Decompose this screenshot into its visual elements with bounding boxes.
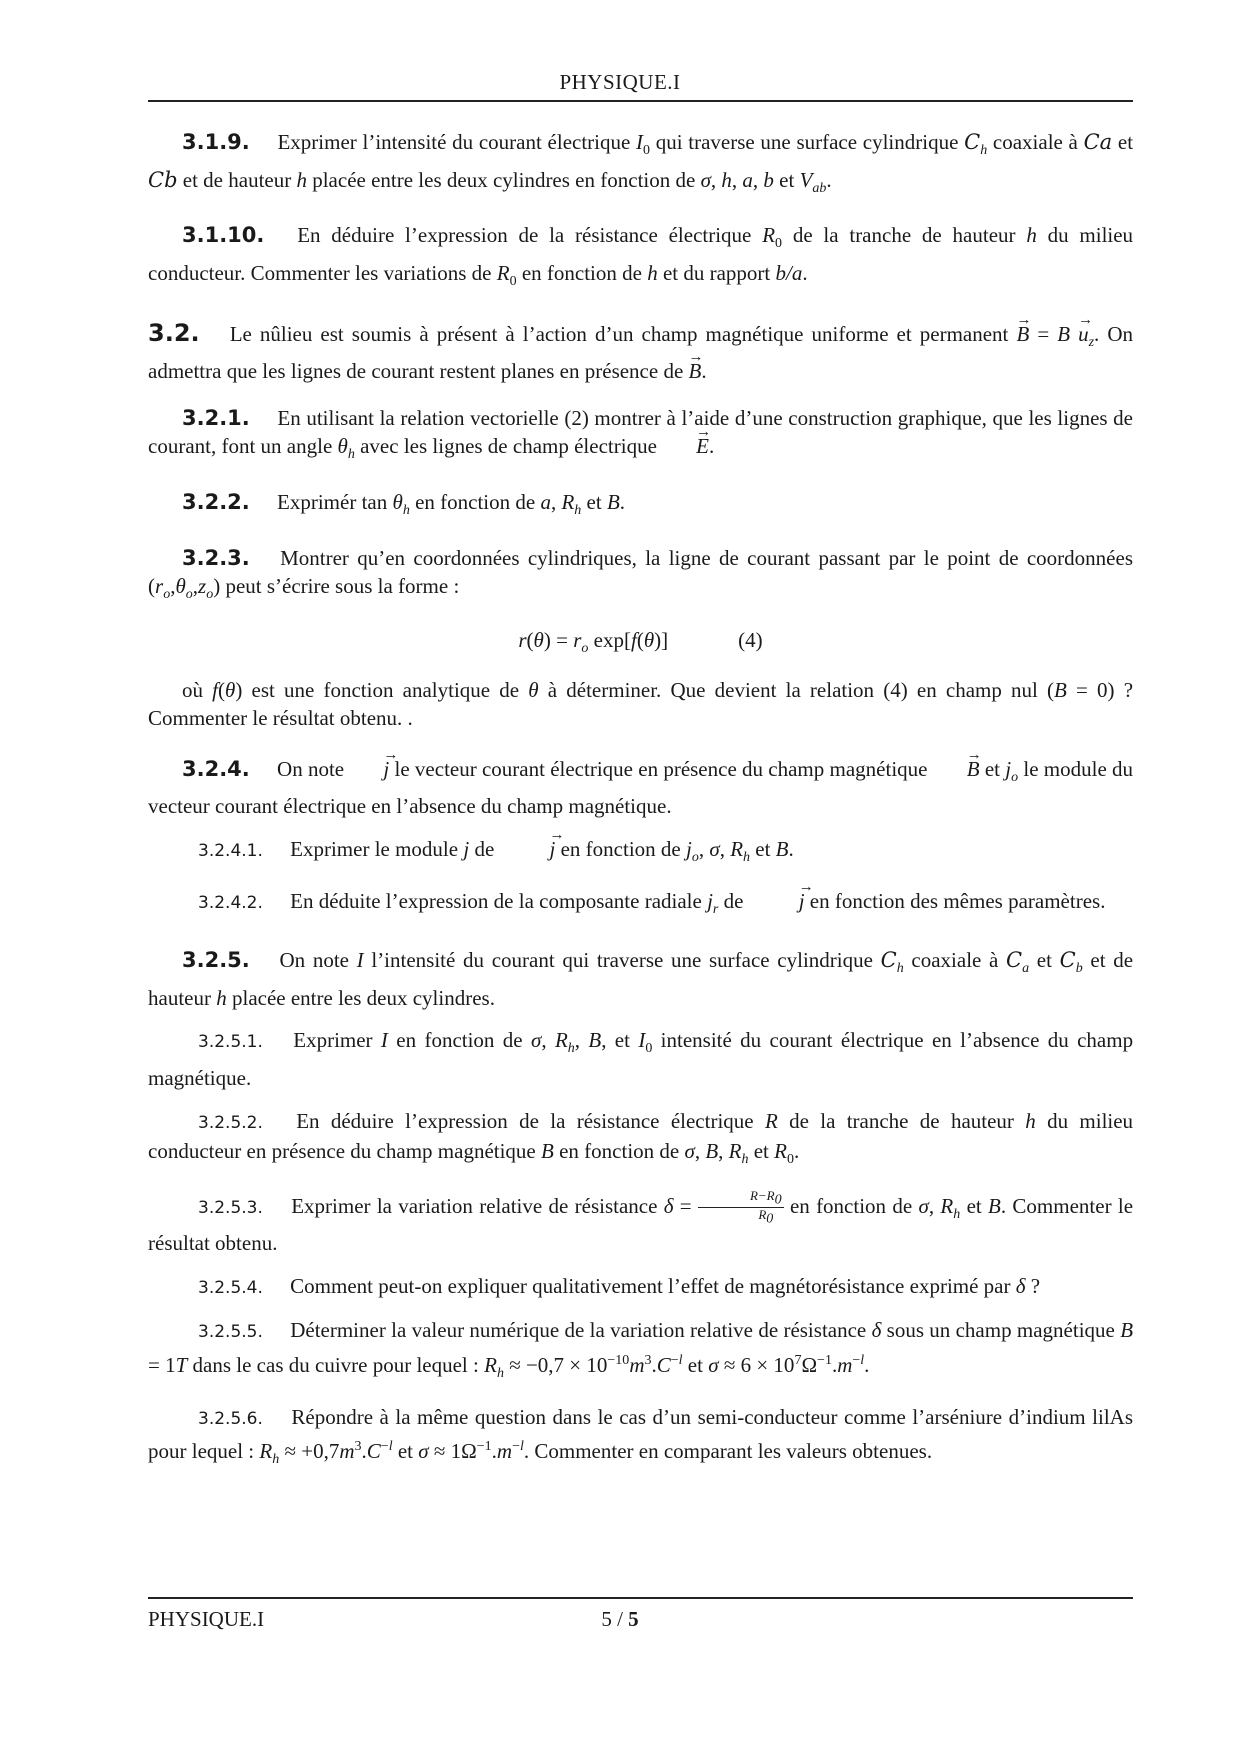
question-number: 3.1.9. [182, 130, 250, 154]
question-3-2-4-1: 3.2.4.1. Exprimer le module j de → j en fonction de $j_o$, σ, $R_h$ et B. [148, 835, 1133, 873]
question-number: 3.2.5.4. [198, 1277, 263, 1298]
question-number: 3.2.3. [182, 545, 250, 570]
question-3-1-9: 3.1.9. Exprimer l’intensité du courant électrique $I_0$ qui traverse une surface cylindrique $C_h$ coaxiale à Ca et Cb et de hauteur h placée entre les deux cylindres en fonction de σ, h, a, b et $V_{ab}$. [148, 130, 1134, 196]
question-number: 3.2.5.2. [198, 1112, 263, 1133]
question-3-2-4-2: 3.2.4.2. En déduite l’expression de la composante radiale $j_r$ de → j en fonction des mêmes paramètres. [148, 887, 1133, 925]
header-rule [148, 100, 1133, 102]
question-number: 3.2.2. [182, 490, 250, 515]
question-number: 3.2.5.6. [198, 1408, 263, 1429]
question-3-2-5-3: 3.2.5.3. Exprimer la variation relative de résistance δ = $\frac{R-R_0}{R_0}$ en fonction de σ, $R_h$ et B. Commenter le résultat obtenu. [148, 1187, 1134, 1256]
question-3-2-4: 3.2.4. On note → j le vecteur courant électrique en présence du champ magnétique → B et $j_o$ le module du vecteur courant électrique en l’absence du champ magnétique. [148, 755, 1133, 821]
question-3-1-10: 3.1.10. En déduire l’expression de la résistance électrique $R_0$ de la tranche de hauteur h du milieu conducteur. Commenter les variations de $R_0$ en fonction de h et du rapport b/a. [148, 223, 1134, 290]
page-body [148, 128, 1133, 1475]
footer-rule [148, 1597, 1133, 1599]
question-number: 3.2.4.1. [198, 840, 263, 861]
page-header-title: PHYSIQUE.I [559, 70, 681, 94]
question-number: 3.2.1. [182, 405, 250, 430]
question-number: 3.2.5. [182, 948, 250, 973]
question-number: 3.2.5.1. [198, 1032, 263, 1053]
section-number: 3.2. [148, 318, 200, 347]
page-number: 5 / 5 [601, 1607, 639, 1631]
question-3-2-3: 3.2.3. Montrer qu’en coordonnées cylindriques, la ligne de courant passant par le point de coordonnées $(r_o,\theta_o,z_o)$ peut s’écrire sous la forme : [148, 545, 1133, 603]
footer-title: PHYSIQUE.I [148, 1607, 265, 1631]
question-3-2-3-followup: où f(θ) est une fonction analytique de θ à déterminer. Que devient la relation (4) en champ nul (B = 0) ? Commenter le résultat obtenu. . [148, 677, 1134, 731]
question-3-2: 3.2. Le nûlieu est soumis à présent à l’action d’un champ magnétique uniforme et permanent → $B = B \to u_z$. On admettra que les lignes de courant restent planes en présence de → B. [148, 319, 1133, 386]
delta-fraction: $\frac{R-R_0}{R_0}$ [698, 1189, 784, 1227]
question-number: 3.2.5.3. [198, 1197, 263, 1218]
question-number: 3.1.10. [182, 223, 265, 248]
question-3-2-1: 3.2.1. En utilisant la relation vectorielle (2) montrer à l’aide d’une construction graphique, que les lignes de courant, font un angle $\theta_h$ avec les lignes de champ électrique → E. [148, 404, 1133, 470]
question-3-2-5-4: 3.2.5.4. Comment peut-on expliquer qualitativement l’effet de magnétorésistance exprimé par δ ? [198, 1273, 1041, 1298]
equation-4: $r(\theta) = r_o$ exp[f(θ)] (4) [518, 628, 763, 657]
question-3-2-5-1: 3.2.5.1. Exprimer I en fonction de σ, $R_h$, B, et $I_0$ intensité du courant électrique en l’absence du champ magnétique. [148, 1028, 1134, 1091]
question-number: 3.2.4.2. [198, 892, 263, 913]
question-3-2-5-5: 3.2.5.5. Déterminer la valeur numérique de la variation relative de résistance δ sous un champ magnétique B = 1T dans le cas du cuivre pour lequel : $R_h \approx -0,7 \times 10^{-10}m^3.C^{-l}$ et $\sigma \approx 6 \times 10^7\Omega^{-1}.m^{-l}$. [148, 1318, 1134, 1382]
question-3-2-5: 3.2.5. On note I l’intensité du courant qui traverse une surface cylindrique $C_h$ coaxiale à $C_a$ et $C_b$ et de hauteur h placée entre les deux cylindres. [148, 948, 1134, 1010]
question-3-2-5-2: 3.2.5.2. En déduire l’expression de la résistance électrique R de la tranche de hauteur h du milieu conducteur en présence du champ magnétique B en fonction de σ, B, $R_h$ et $R_0$. [148, 1108, 1134, 1168]
question-number: 3.2.4. [182, 756, 250, 781]
question-3-2-2: 3.2.2. Exprimér $\tan \theta_h$ en fonction de a, $R_h$ et B. [182, 490, 626, 519]
question-number: 3.2.5.5. [198, 1322, 263, 1343]
question-3-2-5-6: 3.2.5.6. Répondre à la même question dans le cas d’un semi-conducteur comme l’arséniure d’indium lilAs pour lequel : $R_h \approx +0,7m^3.C^{-l}$ et $\sigma \approx 1\Omega^{-1}.m^{-l}$. Commenter en comparant les valeurs obtenues. [148, 1404, 1133, 1468]
